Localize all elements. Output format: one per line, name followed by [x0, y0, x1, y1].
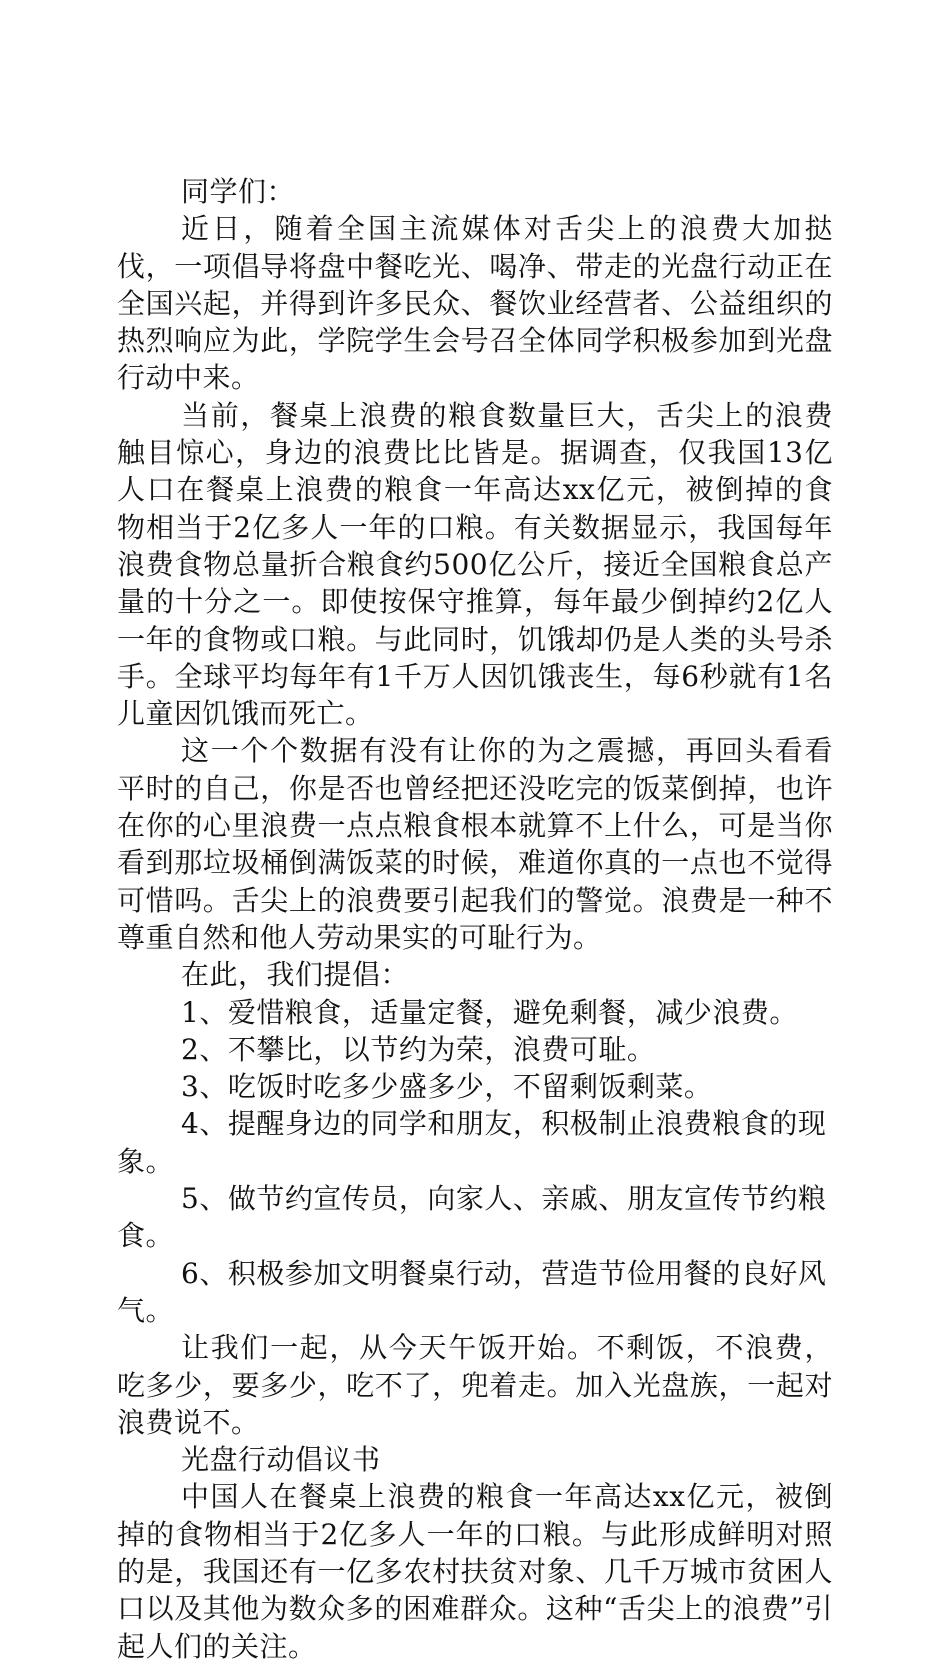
proposal-item: 6、积极参加文明餐桌行动，营造节俭用餐的良好风气。 — [117, 1256, 827, 1327]
proposal-item: 4、提醒身边的同学和朋友，积极制止浪费粮食的现象。 — [117, 1107, 827, 1178]
salutation: 同学们： — [181, 175, 296, 208]
proposal-item: 2、不攀比，以节约为荣，浪费可耻。 — [181, 1032, 656, 1066]
proposal-item: 3、吃饭时吃多少盛多少，不留剩饭剩菜。 — [181, 1070, 713, 1104]
closing-paragraph: 让我们一起，从今天午饭开始。不剩饭，不浪费，吃多少，要多少，吃不了，兜着走。加入光盘族，一起对浪费说不。 — [117, 1331, 833, 1439]
proposal-intro: 在此，我们提倡： — [181, 958, 410, 992]
document-body — [117, 173, 833, 1665]
section-title: 光盘行动倡议书 — [181, 1443, 381, 1477]
final-paragraph: 中国人在餐桌上浪费的粮食一年高达xx亿元，被倒掉的食物相当于2亿多人一年的口粮。与此形成鲜明对照的是，我国还有一亿多农村扶贫对象、几千万城市贫困人口以及其他为数众多的困难群众。这种“舌尖上的浪费”引起人们的关注。 — [117, 1480, 833, 1663]
paragraph-intro: 近日，随着全国主流媒体对舌尖上的浪费大加挞伐，一项倡导将盘中餐吃光、喝净、带走的光盘行动正在全国兴起，并得到许多民众、餐饮业经营者、公益组织的热烈响应为此，学院学生会号召全体同学积极参加到光盘行动中来。 — [117, 212, 833, 395]
paragraph-statistics: 当前，餐桌上浪费的粮食数量巨大，舌尖上的浪费触目惊心，身边的浪费比比皆是。据调查，仅我国13亿人口在餐桌上浪费的粮食一年高达xx亿元，被倒掉的食物相当于2亿多人一年的口粮。有关数据显示，我国每年浪费食物总量折合粮食约500亿公斤，接近全国粮食总产量的十分之一。即使按保守推算，每年最少倒掉约2亿人一年的食物或口粮。与此同时，饥饿却仍是人类的头号杀手。全球平均每年有1千万人因饥饿丧生，每6秒就有1名儿童因饥饿而死亡。 — [117, 398, 833, 731]
proposal-item: 1、爱惜粮食，适量定餐，避免剩餐，减少浪费。 — [181, 995, 798, 1029]
paragraph-reflection: 这一个个数据有没有让你的为之震撼，再回头看看平时的自己，你是否也曾经把还没吃完的饭菜倒掉，也许在你的心里浪费一点点粮食根本就算不上什么，可是当你看到那垃圾桶倒满饭菜的时候，难道你真的一点也不觉得可惜吗。舌尖上的浪费要引起我们的警觉。浪费是一种不尊重自然和他人劳动果实的可耻行为。 — [117, 734, 833, 954]
proposal-item: 5、做节约宣传员，向家人、亲戚、朋友宣传节约粮食。 — [117, 1182, 827, 1253]
